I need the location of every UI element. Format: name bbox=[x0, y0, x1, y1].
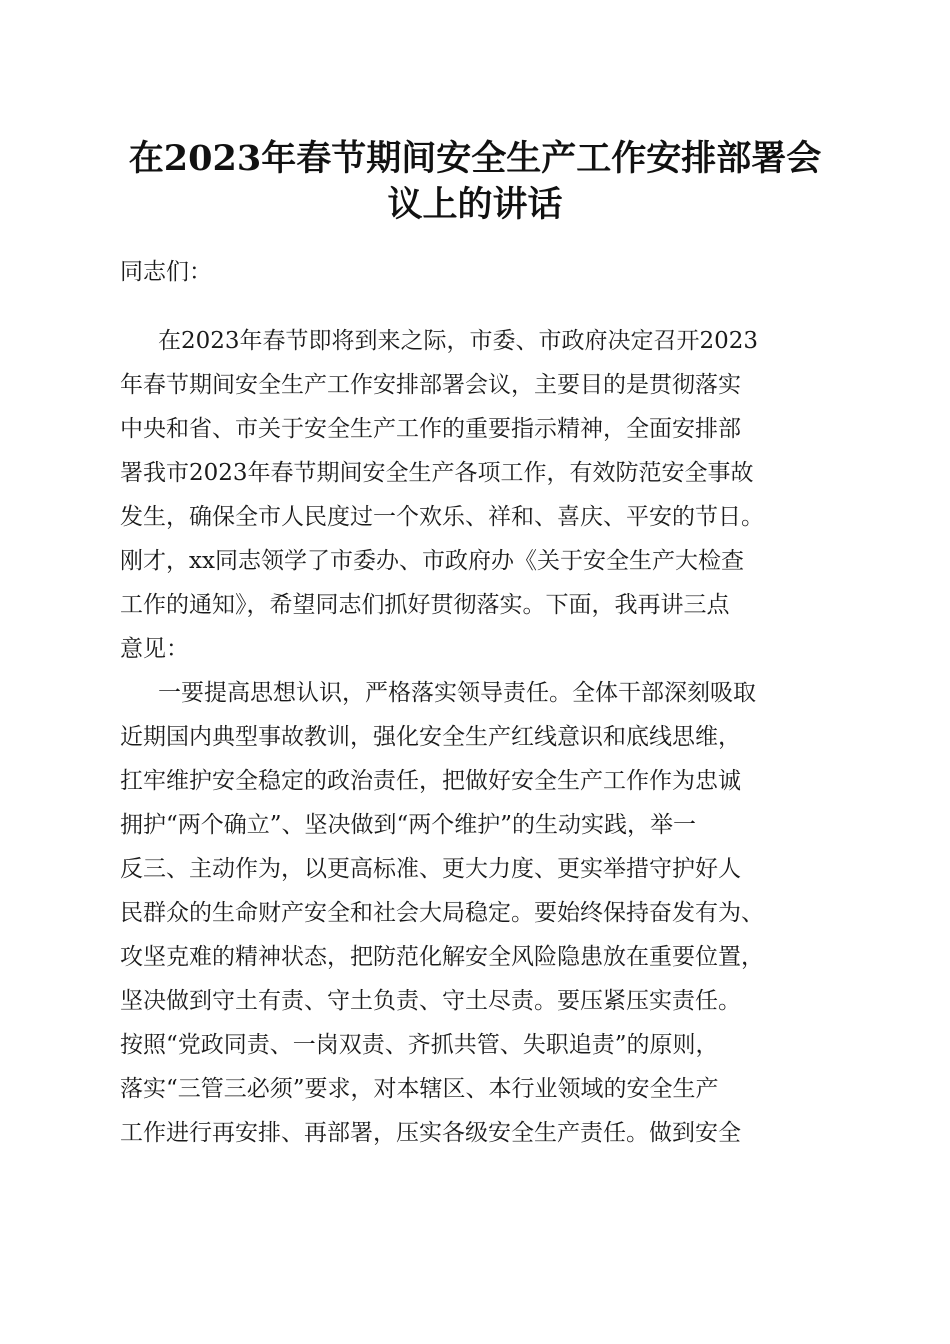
paragraph-2-line: 攻坚克难的精神状态，把防范化解安全风险隐患放在重要位置， bbox=[120, 944, 764, 970]
title-line-1: 在2023年春节期间安全生产工作安排部署会 bbox=[128, 138, 822, 179]
paragraph-2-line: 拥护“两个确立”、坚决做到“两个维护”的生动实践，举一 bbox=[120, 812, 697, 838]
page-title bbox=[100, 136, 850, 228]
paragraph-1-line: 发生，确保全市人民度过一个欢乐、祥和、喜庆、平安的节日。 bbox=[120, 504, 764, 530]
paragraph-1-line: 工作的通知》，希望同志们抓好贯彻落实。下面，我再讲三点 bbox=[120, 592, 730, 618]
paragraph-1-line: 意见： bbox=[120, 636, 189, 662]
paragraph-1-line: 中央和省、市关于安全生产工作的重要指示精神，全面安排部 bbox=[120, 416, 741, 442]
paragraph-2-line: 坚决做到守土有责、守土负责、守土尽责。要压紧压实责任。 bbox=[120, 988, 741, 1014]
paragraph-1-line: 在2023年春节即将到来之际，市委、市政府决定召开2023 bbox=[158, 328, 759, 354]
paragraph-2-line: 民群众的生命财产安全和社会大局稳定。要始终保持奋发有为、 bbox=[120, 900, 764, 926]
paragraph-1-line: 署我市2023年春节期间安全生产各项工作，有效防范安全事故 bbox=[120, 460, 754, 486]
title-line-2: 议上的讲话 bbox=[387, 184, 563, 225]
paragraph-2-line: 落实“三管三必须”要求，对本辖区、本行业领域的安全生产 bbox=[120, 1076, 719, 1102]
salutation: 同志们： bbox=[120, 259, 212, 285]
paragraph-2-line: 工作进行再安排、再部署，压实各级安全生产责任。做到安全 bbox=[120, 1120, 741, 1146]
paragraph-1-line: 刚才，xx同志领学了市委办、市政府办《关于安全生产大检查 bbox=[120, 548, 744, 574]
paragraph-2-line: 反三、主动作为，以更高标准、更大力度、更实举措守护好人 bbox=[120, 856, 741, 882]
paragraph-2-line: 扛牢维护安全稳定的政治责任，把做好安全生产工作作为忠诚 bbox=[120, 768, 741, 794]
paragraph-2-line: 按照“党政同责、一岗双责、齐抓共管、失职追责”的原则， bbox=[120, 1032, 719, 1058]
paragraph-2-line: 一要提高思想认识，严格落实领导责任。全体干部深刻吸取 bbox=[158, 680, 756, 706]
paragraph-2-line: 近期国内典型事故教训，强化安全生产红线意识和底线思维， bbox=[120, 724, 741, 750]
paragraph-1-line: 年春节期间安全生产工作安排部署会议，主要目的是贯彻落实 bbox=[120, 372, 741, 398]
